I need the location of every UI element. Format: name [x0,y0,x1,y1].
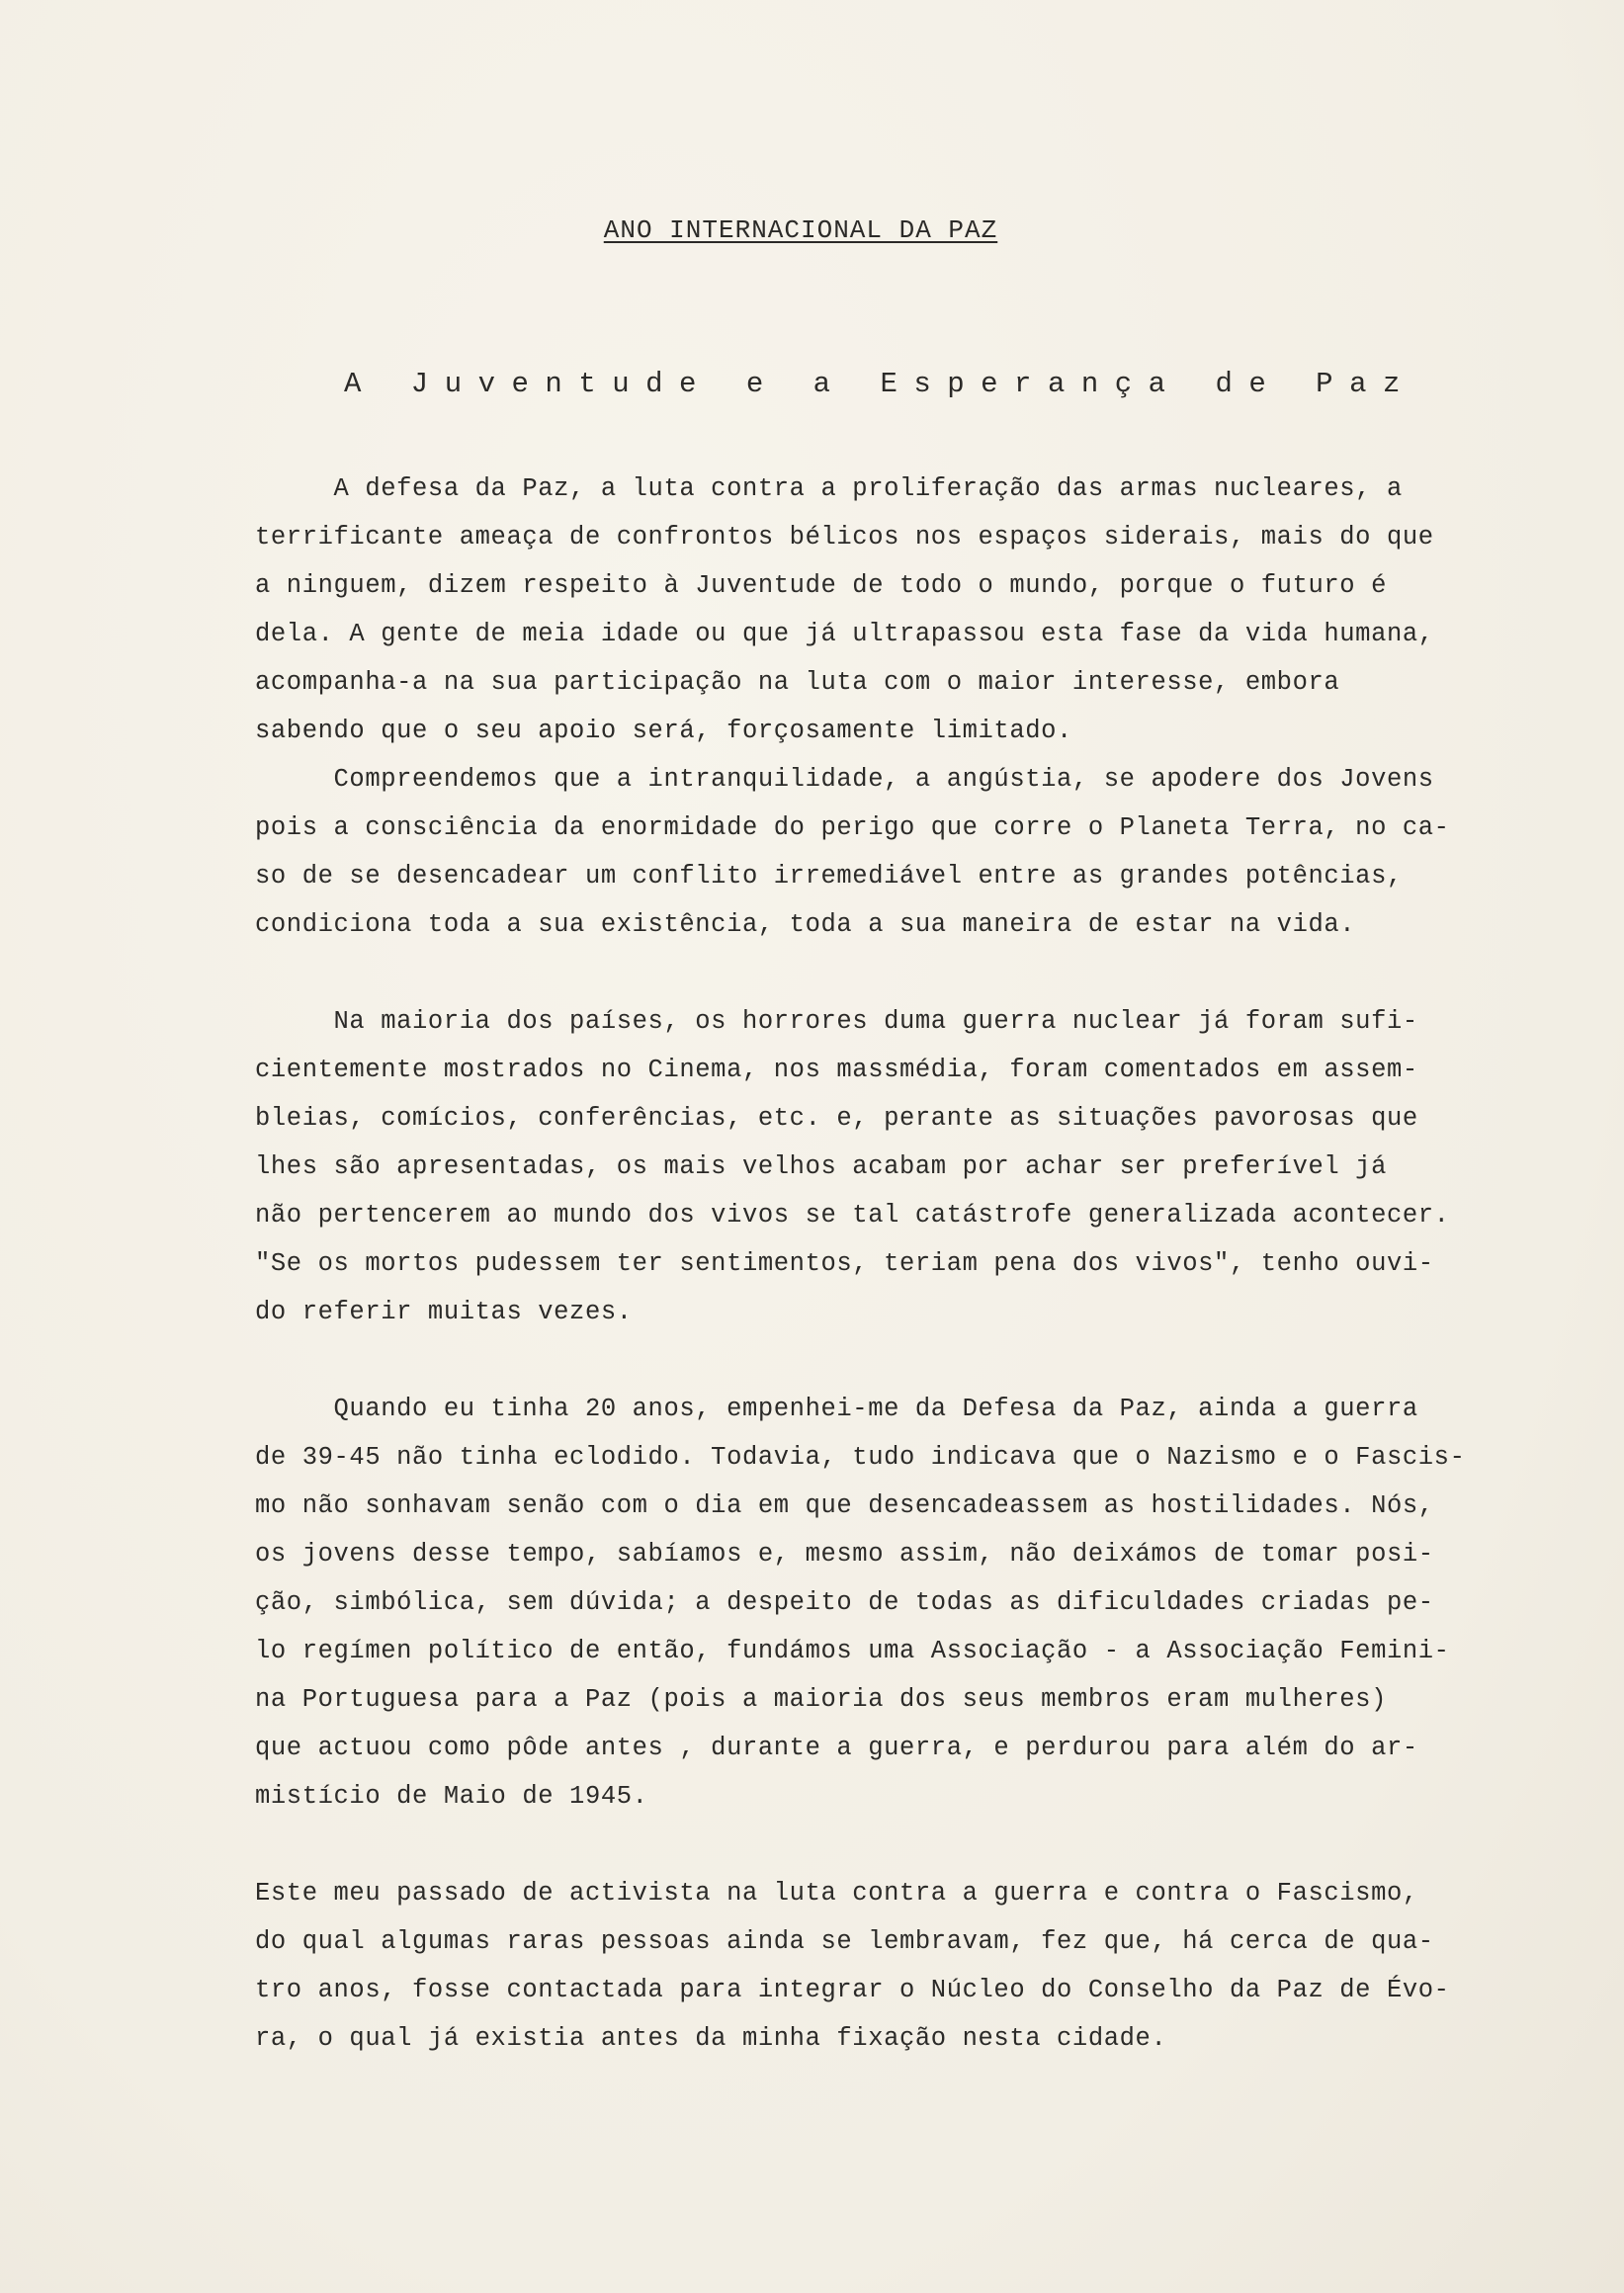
text-line: dela. A gente de meia idade ou que já ultrapassou esta fase da vida humana, [255,620,1434,648]
text-line: do qual algumas raras pessoas ainda se lembravam, fez que, há cerca de qua- [255,1927,1434,1956]
text-line: os jovens desse tempo, sabíamos e, mesmo assim, não deixámos de tomar posi- [255,1540,1434,1569]
text-line: tro anos, fosse contactada para integrar o Núcleo do Conselho da Paz de Évo- [255,1976,1450,2004]
text-line: so de se desencadear um conflito irremediável entre as grandes potências, [255,862,1403,891]
text-line: bleias, comícios, conferências, etc. e, perante as situações pavorosas que [255,1104,1418,1133]
text-line: mistício de Maio de 1945. [255,1782,648,1811]
text-line: do referir muitas vezes. [255,1298,633,1326]
text-line: ra, o qual já existia antes da minha fixação nesta cidade. [255,2024,1167,2053]
text-line: lo regímen político de então, fundámos uma Associação - a Associação Femini- [255,1637,1450,1665]
text-line: condiciona toda a sua existência, toda a sua maneira de estar na vida. [255,910,1356,939]
text-line: Este meu passado de activista na luta contra a guerra e contra o Fascismo, [255,1879,1418,1908]
text-line: que actuou como pôde antes , durante a guerra, e perdurou para além do ar- [255,1734,1418,1762]
text-line: sabendo que o seu apoio será, forçosamente limitado. [255,717,1072,745]
text-line: A defesa da Paz, a luta contra a proliferação das armas nucleares, a [255,474,1403,503]
text-line: pois a consciência da enormidade do perigo que corre o Planeta Terra, no ca- [255,813,1450,842]
text-line: não pertencerem ao mundo dos vivos se tal catástrofe generalizada acontecer. [255,1201,1450,1230]
document-subtitle: A Juventude e a Esperança de Paz [344,368,1416,400]
text-line: de 39-45 não tinha eclodido. Todavia, tudo indicava que o Nazismo e o Fascis- [255,1443,1466,1472]
text-line: a ninguem, dizem respeito à Juventude de todo o mundo, porque o futuro é [255,571,1387,600]
text-line: Compreendemos que a intranquilidade, a angústia, se apodere dos Jovens [255,765,1434,794]
text-line: na Portuguesa para a Paz (pois a maioria dos seus membros eram mulheres) [255,1685,1387,1714]
text-line: acompanha-a na sua participação na luta com o maior interesse, embora [255,668,1340,697]
text-line: lhes são apresentadas, os mais velhos acabam por achar ser preferível já [255,1152,1387,1181]
text-line: terrificante ameaça de confrontos bélicos nos espaços siderais, mais do que [255,523,1434,552]
text-line: mo não sonhavam senão com o dia em que desencadeassem as hostilidades. Nós, [255,1491,1434,1520]
text-line: Na maioria dos países, os horrores duma guerra nuclear já foram sufi- [255,1007,1418,1036]
text-line: ção, simbólica, sem dúvida; a despeito de todas as dificuldades criadas pe- [255,1588,1434,1617]
text-line: "Se os mortos pudessem ter sentimentos, teriam pena dos vivos", tenho ouvi- [255,1249,1434,1278]
text-line: cientemente mostrados no Cinema, nos massmédia, foram comentados em assem- [255,1056,1418,1084]
text-line: Quando eu tinha 20 anos, empenhei-me da Defesa da Paz, ainda a guerra [255,1395,1418,1423]
document-title: ANO INTERNACIONAL DA PAZ [603,215,998,245]
